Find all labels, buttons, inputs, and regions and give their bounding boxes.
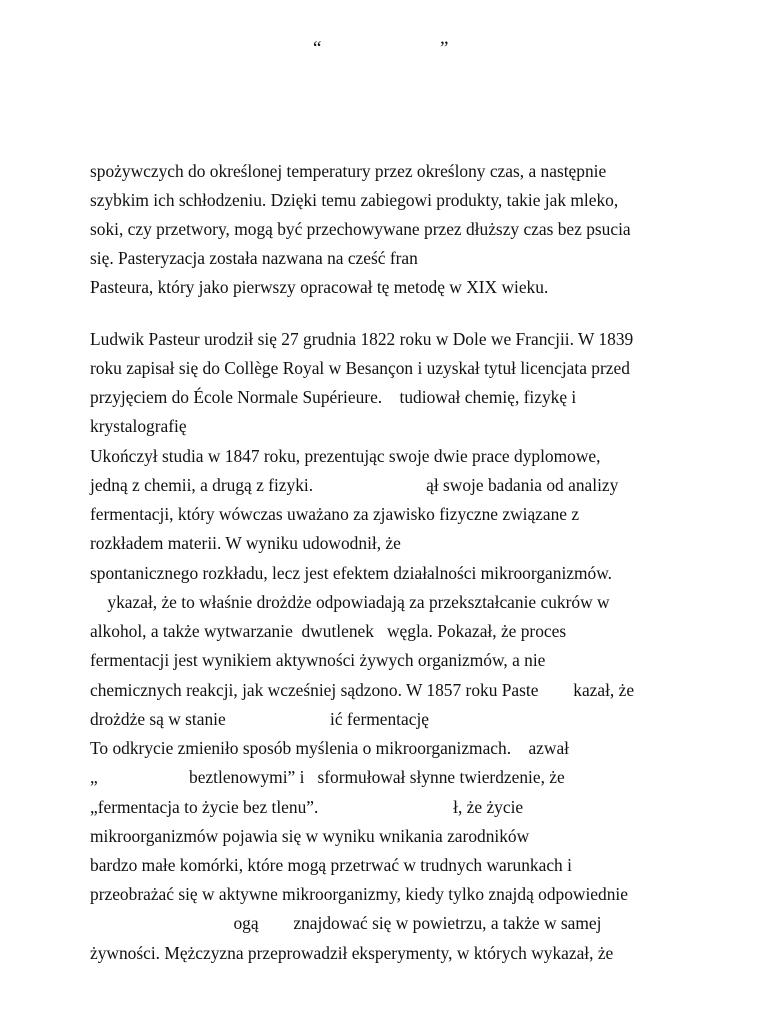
text-line: soki, czy przetwory, mogą być przechowywane przez dłuższy czas bez psucia: [90, 219, 631, 239]
text-line: mikroorganizmów pojawia się w wyniku wnikania zarodników: [90, 826, 530, 846]
text-line: żywności. Mężczyzna przeprowadził eksperymenty, w których wykazał, że: [90, 943, 614, 963]
text-line: Ukończył studia w 1847 roku, prezentując swoje dwie prace dyplomowe,: [90, 446, 601, 466]
text-line: szybkim ich schłodzeniu. Dzięki temu zabiegowi produkty, takie jak mleko,: [90, 190, 619, 210]
text-line: ogą znajdować się w powietrzu, a także w samej: [90, 913, 602, 933]
text-line: chemicznych reakcji, jak wcześniej sądzono. W 1857 roku Paste kazał, że: [90, 680, 635, 700]
closing-quote: ”: [440, 38, 449, 59]
text-line: fermentacji jest wynikiem aktywności żywych organizmów, a nie: [90, 650, 546, 670]
text-line: spożywczych do określonej temperatury przez określony czas, a następnie: [90, 161, 607, 181]
text-line: „ beztlenowymi” i sformułował słynne twierdzenie, że: [90, 767, 565, 787]
text-line: ykazał, że to właśnie drożdże odpowiadają za przekształcanie cukrów w: [90, 592, 610, 612]
text-line: spontanicznego rozkładu, lecz jest efektem działalności mikroorganizmów.: [90, 563, 613, 583]
text-line: fermentacji, który wówczas uważano za zjawisko fizyczne związane z: [90, 504, 580, 524]
text-line: roku zapisał się do Collège Royal w Besançon i uzyskał tytuł licencjata przed: [90, 358, 630, 378]
text-line: krystalografię: [90, 416, 187, 436]
header-quotes: [0, 38, 768, 68]
text-line: rozkładem materii. W wyniku udowodnił, że: [90, 533, 401, 553]
text-line: To odkrycie zmieniło sposób myślenia o mikroorganizmach. azwał: [90, 738, 569, 758]
text-line: „fermentacja to życie bez tlenu”. ł, że życie: [90, 797, 524, 817]
text-line: Pasteura, który jako pierwszy opracował tę metodę w XIX wieku.: [90, 277, 549, 297]
text-line: przeobrażać się w aktywne mikroorganizmy, kiedy tylko znajdą odpowiednie: [90, 884, 628, 904]
text-line: drożdże są w stanie ić fermentację: [90, 709, 429, 729]
text-line: się. Pasteryzacja została nazwana na cześć fran: [90, 248, 418, 268]
opening-quote: “: [313, 38, 322, 59]
text-line: bardzo małe komórki, które mogą przetrwać w trudnych warunkach i: [90, 855, 572, 875]
text-line: jedną z chemii, a drugą z fizyki. ął swoje badania od analizy: [90, 475, 619, 495]
text-line: przyjęciem do École Normale Supérieure. tudiował chemię, fizykę i: [90, 387, 577, 407]
text-line: Ludwik Pasteur urodził się 27 grudnia 1822 roku w Dole we Francjii. W 1839: [90, 329, 634, 349]
text-line: alkohol, a także wytwarzanie dwutlenek węgla. Pokazał, że proces: [90, 621, 567, 641]
